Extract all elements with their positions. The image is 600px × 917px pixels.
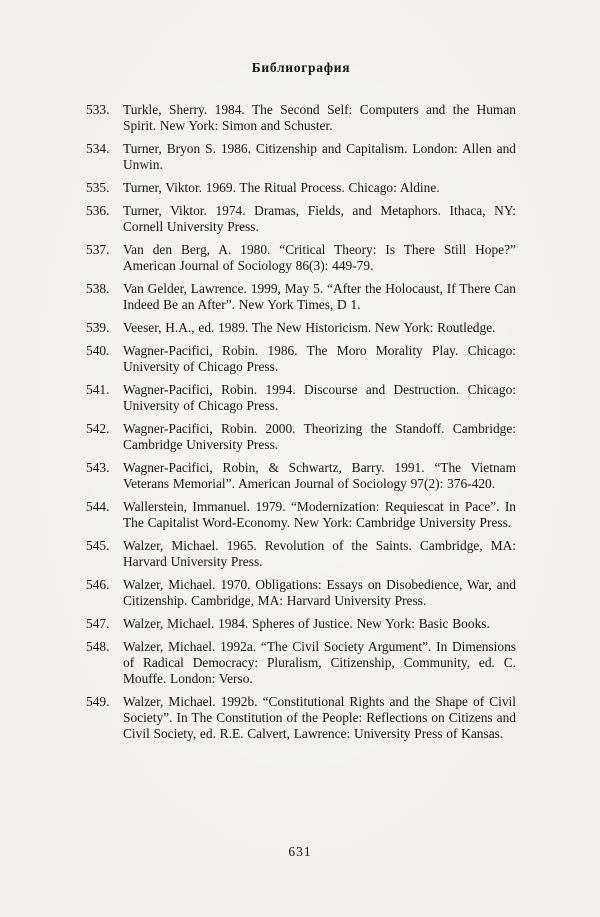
bibliography-entry bbox=[86, 499, 516, 531]
bibliography-entry bbox=[86, 460, 516, 492]
entry-number: 549. bbox=[86, 694, 110, 709]
entry-text: Walzer, Michael. 1970. Obligations: Essays on Disobedience, War, and Citizenship. Cambridge, MA: Harvard University Press. bbox=[123, 577, 516, 608]
entry-text: Wagner-Pacifici, Robin. 1994. Discourse and Destruction. Chicago: University of Chicago Press. bbox=[123, 382, 516, 413]
bibliography-entry bbox=[86, 281, 516, 313]
bibliography-entry bbox=[86, 382, 516, 414]
entry-text: Walzer, Michael. 1984. Spheres of Justice. New York: Basic Books. bbox=[123, 616, 490, 631]
entry-text: Walzer, Michael. 1965. Revolution of the Saints. Cambridge, MA: Harvard University Press. bbox=[123, 538, 516, 569]
entry-text: Wagner-Pacifici, Robin. 1986. The Moro Morality Play. Chicago: University of Chicago Press. bbox=[123, 343, 516, 374]
entry-number: 546. bbox=[86, 577, 110, 592]
page-header: Библиография bbox=[251, 60, 351, 75]
entry-number: 535. bbox=[86, 180, 110, 195]
page-number: 631 bbox=[288, 844, 312, 859]
entry-number: 544. bbox=[86, 499, 110, 514]
entry-number: 543. bbox=[86, 460, 110, 475]
entry-number: 547. bbox=[86, 616, 110, 631]
entry-number: 533. bbox=[86, 102, 110, 117]
entry-number: 545. bbox=[86, 538, 110, 553]
entry-text: Wagner-Pacifici, Robin, & Schwartz, Barry. 1991. “The Vietnam Veterans Memorial”. American Journal of Sociology 97(2): 376-420. bbox=[123, 460, 516, 491]
entry-text: Turkle, Sherry. 1984. The Second Self: Computers and the Human Spirit. New York: Simon and Schuster. bbox=[123, 102, 516, 133]
entry-number: 542. bbox=[86, 421, 110, 436]
entry-text: Veeser, H.A., ed. 1989. The New Historicism. New York: Routledge. bbox=[123, 320, 496, 335]
entry-text: Turner, Viktor. 1969. The Ritual Process. Chicago: Aldine. bbox=[123, 180, 440, 195]
bibliography-entry bbox=[86, 242, 516, 274]
entry-text: Walzer, Michael. 1992b. “Constitutional Rights and the Shape of Civil Society”. In The Constitution of the People: Reflections on Citizens and Civil Society, ed. R.E. Calvert, Lawrence: University Press of Kansas. bbox=[123, 694, 516, 741]
entry-text: Turner, Viktor. 1974. Dramas, Fields, and Metaphors. Ithaca, NY: Cornell University Press. bbox=[123, 203, 516, 234]
entry-text: Turner, Bryon S. 1986. Citizenship and Capitalism. London: Allen and Unwin. bbox=[123, 141, 516, 172]
entry-text: Van den Berg, A. 1980. “Critical Theory: Is There Still Hope?” American Journal of Sociology 86(3): 449-79. bbox=[123, 242, 516, 273]
entry-number: 541. bbox=[86, 382, 110, 397]
bibliography-entry bbox=[86, 343, 516, 375]
entry-text: Wagner-Pacifici, Robin. 2000. Theorizing the Standoff. Cambridge: Cambridge University Press. bbox=[123, 421, 516, 452]
entry-number: 537. bbox=[86, 242, 110, 257]
entry-number: 534. bbox=[86, 141, 110, 156]
bibliography-entry bbox=[86, 203, 516, 235]
bibliography-entry bbox=[86, 616, 516, 632]
entry-number: 548. bbox=[86, 639, 110, 654]
bibliography-entry bbox=[86, 102, 516, 134]
bibliography-entry bbox=[86, 639, 516, 687]
bibliography-entry bbox=[86, 141, 516, 173]
entry-text: Van Gelder, Lawrence. 1999, May 5. “After the Holocaust, If There Can Indeed Be an After”. New York Times, D 1. bbox=[123, 281, 516, 312]
bibliography-entry bbox=[86, 538, 516, 570]
bibliography-entry bbox=[86, 320, 516, 336]
bibliography-entry bbox=[86, 180, 516, 196]
entry-number: 538. bbox=[86, 281, 110, 296]
bibliography-list bbox=[86, 102, 516, 742]
entry-number: 536. bbox=[86, 203, 110, 218]
entry-number: 540. bbox=[86, 343, 110, 358]
bibliography-entry bbox=[86, 577, 516, 609]
bibliography-entry bbox=[86, 421, 516, 453]
entry-text: Walzer, Michael. 1992a. “The Civil Society Argument”. In Dimensions of Radical Democracy: Pluralism, Citizenship, Community, ed. C. Mouffe. London: Verso. bbox=[123, 639, 516, 686]
entry-text: Wallerstein, Immanuel. 1979. “Modernization: Requiescat in Pace”. In The Capitalist Word-Economy. New York: Cambridge University Press. bbox=[123, 499, 516, 530]
entry-number: 539. bbox=[86, 320, 110, 335]
bibliography-entry bbox=[86, 694, 516, 742]
